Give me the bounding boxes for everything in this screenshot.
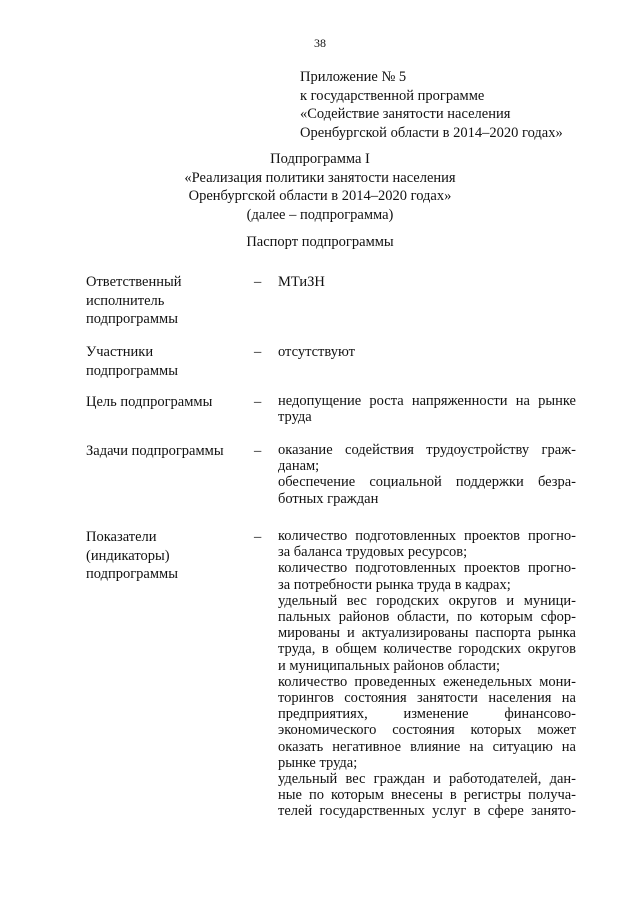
content-line: труда, в общем количестве городских округов	[278, 641, 576, 658]
row-content	[278, 343, 576, 362]
passport-title: Паспорт подпрограммы	[246, 234, 394, 250]
content-line: МТиЗН	[278, 274, 325, 290]
subprogram-line: Оренбургской области в 2014–2020 годах»	[188, 188, 452, 204]
content-line: мированы и актуализированы паспорта рынка	[278, 625, 576, 642]
label-line: подпрограммы	[86, 311, 178, 327]
subprogram-line: Подпрограмма I	[270, 151, 370, 167]
label-line: (индикаторы)	[86, 547, 170, 564]
row-dash: –	[254, 443, 262, 459]
content-line: ботных граждан	[278, 490, 379, 507]
row-label	[86, 528, 246, 584]
subprogram-title	[0, 150, 640, 224]
row-dash: –	[254, 529, 262, 545]
content-line: недопущение роста напряженности на рынке	[278, 393, 576, 409]
content-line: труда	[278, 409, 312, 426]
content-line: рынке труда;	[278, 754, 358, 771]
content-line: отсутствуют	[278, 344, 355, 360]
row-content	[278, 393, 576, 425]
row-label	[86, 442, 246, 461]
row-label	[86, 393, 246, 412]
content-line: оказание содействия трудоустройству граж-	[278, 442, 576, 458]
label-line: Ответственный	[86, 274, 182, 290]
content-line: удельный вес городских округов и муници-	[278, 592, 576, 609]
subprogram-line: «Реализация политики занятости населения	[184, 169, 456, 186]
row-dash: –	[254, 344, 262, 360]
appendix-line: Приложение № 5	[300, 69, 407, 85]
content-line: телей государственных услуг в сфере занято-	[278, 803, 576, 820]
content-line: пальных районов области, по которым сфор-	[278, 609, 576, 626]
page-number: 38	[314, 36, 326, 50]
content-line: экономического состояния которых может	[278, 722, 576, 739]
row-content	[278, 442, 576, 507]
content-line: количество проведенных еженедельных мони-	[278, 673, 576, 690]
label-line: подпрограммы	[86, 566, 178, 582]
subprogram-line: (далее – подпрограмма)	[246, 206, 394, 223]
content-line: за баланса трудовых ресурсов;	[278, 544, 468, 561]
appendix-line: «Содействие занятости населения	[300, 106, 511, 122]
content-line: за потребности рынка труда в кадрах;	[278, 576, 511, 593]
row-label	[86, 343, 246, 380]
label-line: исполнитель	[86, 292, 165, 309]
content-line: количество подготовленных проектов прогно-	[278, 528, 576, 544]
content-line: оказать негативное влияние на ситуацию на	[278, 738, 576, 755]
row-label	[86, 273, 246, 329]
label-line: Задачи подпрограммы	[86, 443, 224, 459]
label-line: Цель подпрограммы	[86, 394, 213, 410]
row-dash: –	[254, 394, 262, 410]
row-content	[278, 528, 576, 820]
row-dash: –	[254, 274, 262, 290]
appendix-line: Оренбургской области в 2014–2020 годах»	[300, 124, 563, 141]
content-line: данам;	[278, 458, 320, 475]
content-line: предприятиях, изменение финансово-	[278, 706, 576, 723]
content-line: удельный вес граждан и работодателей, дан-	[278, 771, 576, 788]
content-line: обеспечение социальной поддержки безра-	[278, 474, 576, 491]
label-line: подпрограммы	[86, 362, 178, 379]
content-line: количество подготовленных проектов прогно-	[278, 560, 576, 577]
content-line: торингов состояния занятости населения на	[278, 690, 576, 707]
content-line: и муниципальных районов области;	[278, 657, 501, 674]
appendix-heading	[300, 68, 563, 142]
label-line: Участники	[86, 344, 154, 360]
appendix-line: к государственной программе	[300, 87, 485, 104]
row-content	[278, 273, 576, 292]
content-line: ные по которым внесены в регистры получа-	[278, 787, 576, 804]
label-line: Показатели	[86, 529, 157, 545]
